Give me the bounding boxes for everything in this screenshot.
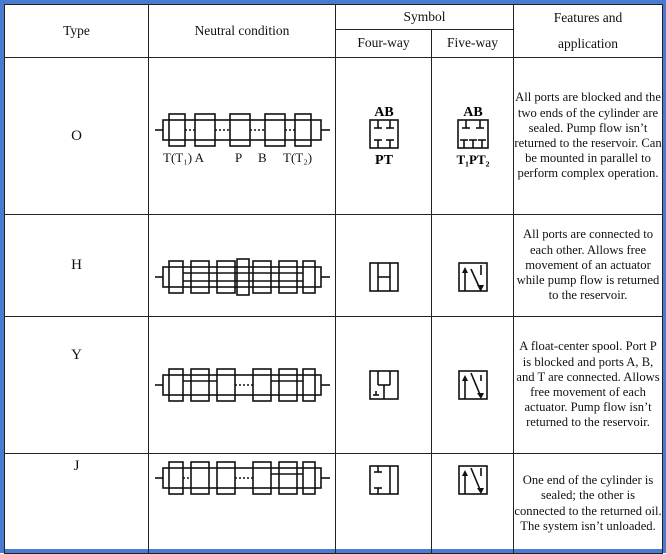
valve-symbol-y4 xyxy=(368,369,400,401)
spool-y-diagram xyxy=(155,363,330,407)
table-row xyxy=(5,58,663,215)
valve-symbol-h5 xyxy=(457,261,489,293)
symbol-port-bottom: PT xyxy=(374,153,393,168)
header-type: Type xyxy=(5,5,149,58)
port-label-t2: T(T₂) xyxy=(282,150,312,165)
valve-symbol-y5 xyxy=(457,369,489,401)
four-way-symbol-o xyxy=(336,58,432,215)
type-cell: Y xyxy=(5,317,149,454)
spool-o-diagram xyxy=(155,106,330,166)
valve-symbol-j4 xyxy=(368,464,400,496)
features-cell: One end of the cylinder is sealed; the other is connected to the returned oil. The system isn’t unloaded. xyxy=(514,454,663,554)
port-label-b: B xyxy=(257,150,267,165)
header-features-line1: Features and xyxy=(553,10,623,25)
table-row xyxy=(5,317,663,454)
port-label-p: P xyxy=(234,150,242,165)
table-row xyxy=(5,454,663,554)
four-way-symbol-j xyxy=(336,454,432,554)
five-way-symbol-o xyxy=(432,58,514,215)
neutral-diagram-j xyxy=(149,454,336,554)
spool-j-diagram xyxy=(155,456,330,500)
header-neutral-condition: Neutral condition xyxy=(149,5,336,58)
features-cell: All ports are connected to each other. Allows free movement of an actuator while pump flow is returned to the reservoir. xyxy=(514,215,663,317)
header-five-way: Five-way xyxy=(432,29,514,57)
valve-symbol-o4 xyxy=(364,102,404,170)
four-way-symbol-h xyxy=(336,215,432,317)
five-way-symbol-j xyxy=(432,454,514,554)
symbol-port-top: AB xyxy=(373,105,394,120)
valve-symbol-o5 xyxy=(450,102,496,170)
five-way-symbol-h xyxy=(432,215,514,317)
neutral-diagram-y xyxy=(149,317,336,454)
valve-symbol-h4 xyxy=(368,261,400,293)
neutral-diagram-o xyxy=(149,58,336,215)
spool-h-diagram xyxy=(155,255,330,299)
type-cell: O xyxy=(5,58,149,215)
header-features-line2: application xyxy=(558,36,618,51)
symbol-port-bottom: T₁PT₂ xyxy=(455,152,490,167)
five-way-symbol-y xyxy=(432,317,514,454)
port-label-t1-a: T(T₁) A xyxy=(162,150,204,165)
features-cell: All ports are blocked and the two ends of the cylinder are sealed. Pump flow isn’t returned to the reservoir. Can be mounted in parallel to perform complex operation. xyxy=(514,58,663,215)
type-cell: J xyxy=(5,454,149,554)
header-symbol: Symbol xyxy=(336,5,514,30)
header-four-way: Four-way xyxy=(336,29,432,57)
type-cell: H xyxy=(5,215,149,317)
valve-symbol-j5 xyxy=(457,464,489,496)
table-row xyxy=(5,215,663,317)
features-cell: A float-center spool. Port P is blocked and ports A, B, and T are connected. Allows free movement of each actuator. Pump flow isn’t returned to the reservoir. xyxy=(514,317,663,454)
neutral-diagram-h xyxy=(149,215,336,317)
header-features xyxy=(514,5,663,58)
symbol-port-top: AB xyxy=(462,105,483,120)
four-way-symbol-y xyxy=(336,317,432,454)
spool-function-table xyxy=(4,4,663,554)
